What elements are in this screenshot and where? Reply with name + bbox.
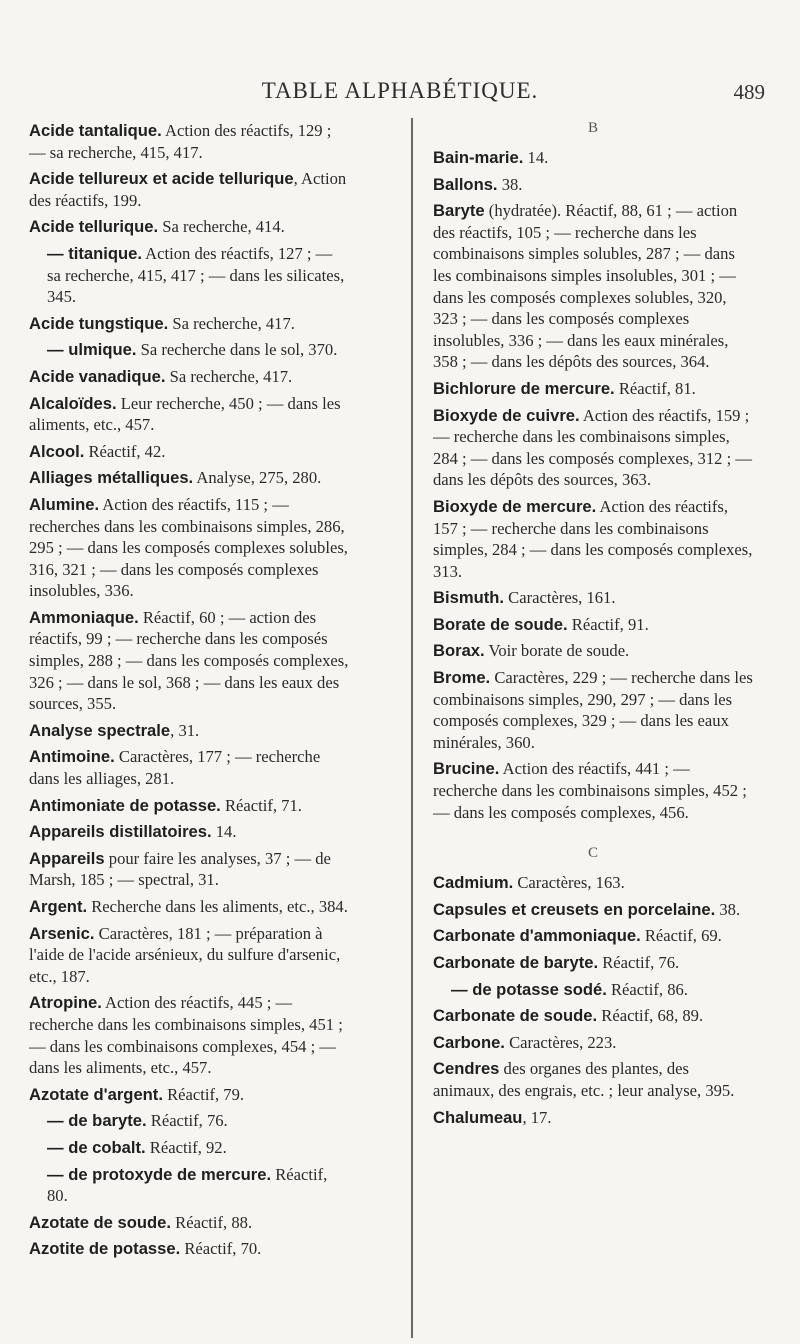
entry-term: Alliages métalliques. <box>29 468 194 488</box>
entry-text: Voir borate de soude. <box>484 641 630 661</box>
index-entry <box>29 923 349 988</box>
entry-text: 38. <box>497 174 523 194</box>
entry-text: , Action des réactifs, 199. <box>29 169 347 210</box>
entry-text: Réactif, 70. <box>180 1239 262 1259</box>
entry-text: Caractères, 161. <box>504 588 616 608</box>
index-entry <box>29 992 349 1078</box>
entry-term: Borate de soude. <box>433 614 568 634</box>
index-entry <box>29 168 349 211</box>
index-entry <box>29 746 349 789</box>
entry-text: Réactif, 42. <box>84 441 166 461</box>
entry-term: Alcaloïdes. <box>29 393 117 413</box>
index-entry <box>29 1238 349 1260</box>
entry-term: Bioxyde de cuivre. <box>433 405 580 425</box>
entry-text: Action des réactifs, 115 ; — recherches dans les combinaisons simples, 286, 295 ; — dans les composés complexes solubles, 316, 321 ; — dans les composés complexes insolubles, 336. <box>29 494 348 601</box>
index-entry <box>29 216 349 238</box>
entry-term: Antimoine. <box>29 747 115 767</box>
entry-term: — de cobalt. <box>47 1137 146 1157</box>
index-entry <box>433 614 753 636</box>
entry-term: Acide tellurique. <box>29 217 159 237</box>
entry-text: Réactif, 81. <box>614 378 696 398</box>
entry-term: Ballons. <box>433 174 498 194</box>
entry-text: Réactif, 88. <box>171 1212 253 1232</box>
entry-text: Réactif, 71. <box>220 795 302 815</box>
index-entry <box>451 979 753 1001</box>
index-entry <box>29 896 349 918</box>
entry-text: Recherche dans les aliments, etc., 384. <box>87 897 348 916</box>
section-c-entries <box>433 872 753 1128</box>
entry-text: pour faire les analyses, 37 ; — de Marsh, 185 ; — spectral, 31. <box>29 848 331 890</box>
entry-term: Cendres <box>433 1059 500 1079</box>
entry-text: Sa recherche dans le sol, 370. <box>136 340 338 360</box>
index-entry <box>433 1005 753 1027</box>
entry-term: Carbonate d'ammoniaque. <box>433 926 641 946</box>
index-entry <box>433 496 753 582</box>
entry-term: Alumine. <box>29 494 100 514</box>
page-header <box>0 78 800 118</box>
entry-text: Réactif, 60 ; — action des réactifs, 99 ; — recherche dans les composés simples, 288 ; — dans les composés complexes, 326 ; — dans le sol, 368 ; — dans les eaux des sources, 355. <box>29 607 349 714</box>
entry-text: Caractères, 223. <box>504 1032 617 1052</box>
entry-term: Argent. <box>29 897 88 916</box>
entry-text: Réactif, 86. <box>606 979 688 999</box>
entry-text: Réactif, 68, 89. <box>597 1006 704 1026</box>
index-entry <box>47 1110 349 1132</box>
entry-term: Appareils <box>29 848 105 868</box>
index-entry <box>29 120 349 163</box>
entry-term: Azotate de soude. <box>29 1212 171 1232</box>
entry-term: Ammoniaque. <box>29 607 139 627</box>
index-entry <box>433 200 753 373</box>
entry-text: Leur recherche, 450 ; — dans les aliments, etc., 457. <box>29 393 341 435</box>
entry-text: , 17. <box>522 1107 552 1127</box>
entry-term: Bain-marie. <box>433 148 524 167</box>
index-entry <box>433 1032 753 1054</box>
entry-text: Réactif, 92. <box>145 1137 227 1157</box>
entry-term: — de protoxyde de mercure. <box>47 1164 272 1184</box>
entry-text: (hydratée). Réactif, 88, 61 ; — action des réactifs, 105 ; — recherche dans les combinaisons simples solubles, 287 ; — dans les combinaisons simples insolubles, 301 ; — dans les composés complexes solubles, 320, 323 ; — dans les composés complexes insolubles, 336 ; — dans les eaux minérales, 358 ; — dans les dépôts des sources, 364. <box>433 201 738 372</box>
page-number: 489 <box>733 80 765 104</box>
index-entry <box>29 313 349 335</box>
index-entry <box>29 366 349 388</box>
index-entry <box>47 243 349 308</box>
entry-term: Appareils distillatoires. <box>29 822 212 842</box>
page-title: TABLE ALPHABÉTIQUE. <box>261 78 539 103</box>
entry-text: Analyse, 275, 280. <box>193 468 322 488</box>
entry-text: Action des réactifs, 441 ; — recherche dans les combinaisons simples, 452 ; — dans les composés complexes, 456. <box>433 759 747 822</box>
entry-term: — titanique. <box>47 243 142 263</box>
entry-text: des organes des plantes, des animaux, des engrais, etc. ; leur analyse, 395. <box>433 1059 735 1100</box>
entry-term: Acide vanadique. <box>29 366 166 386</box>
index-entry <box>433 758 753 823</box>
entry-text: Réactif, 76. <box>598 953 680 972</box>
entry-text: Action des réactifs, 159 ; — recherche dans les combinaisons simples, 284 ; — dans les composés complexes, 312 ; — dans les dépôts des sources, 363. <box>433 405 752 490</box>
entry-text: Réactif, 80. <box>47 1164 328 1206</box>
entry-text: Action des réactifs, 157 ; — recherche dans les combinaisons simples, 284 ; — dans les composés complexes, 313. <box>433 496 753 581</box>
entry-term: Brucine. <box>433 759 500 779</box>
entry-term: Capsules et creusets en porcelaine. <box>433 899 716 919</box>
index-entry <box>433 405 753 491</box>
index-entry <box>433 378 753 400</box>
entry-term: Carbonate de baryte. <box>433 953 599 972</box>
entry-text: Sa recherche, 417. <box>168 313 295 333</box>
entry-text: Réactif, 91. <box>567 614 649 634</box>
index-entry <box>47 1137 349 1159</box>
entry-term: Alcool. <box>29 441 85 461</box>
entry-term: Bichlorure de mercure. <box>433 378 615 398</box>
index-entry <box>433 667 753 753</box>
index-entry <box>29 795 349 817</box>
entry-term: Azotate d'argent. <box>29 1084 163 1104</box>
entry-text: Réactif, 79. <box>162 1084 245 1104</box>
section-b-entries <box>433 147 753 823</box>
left-column <box>29 120 349 1265</box>
entry-term: Carbone. <box>433 1032 505 1052</box>
section-letter-c: C <box>587 845 598 862</box>
entry-text: Sa recherche, 414. <box>158 217 285 237</box>
entry-term: Bioxyde de mercure. <box>433 496 597 516</box>
right-column <box>433 120 753 1133</box>
entry-text: 14. <box>211 822 237 842</box>
entry-term: Borax. <box>433 641 485 661</box>
entry-text: Action des réactifs, 127 ; — sa recherche, 415, 417 ; — dans les silicates, 345. <box>47 243 345 307</box>
entry-term: Baryte <box>433 201 485 221</box>
index-entry <box>433 925 753 947</box>
entry-term: — ulmique. <box>47 340 137 360</box>
entry-text: Sa recherche, 417. <box>165 366 293 386</box>
index-entry <box>47 1164 349 1207</box>
index-entry <box>433 587 753 609</box>
index-entry <box>29 848 349 891</box>
index-entry <box>433 147 753 169</box>
entry-term: — de baryte. <box>47 1111 147 1131</box>
index-entry <box>433 872 753 894</box>
entry-text: Caractères, 181 ; — préparation à l'aide de l'acide arsénieux, du sulfure d'arsenic, etc., 187. <box>29 923 341 986</box>
index-entry <box>29 393 349 436</box>
entry-term: Analyse spectrale <box>29 720 171 740</box>
entry-term: Acide tungstique. <box>29 313 169 333</box>
index-entry <box>29 821 349 843</box>
entry-text: Caractères, 229 ; — recherche dans les combinaisons simples, 290, 297 ; — dans les composés complexes, 329 ; — dans les eaux minérales, 360. <box>433 668 753 752</box>
entry-term: Chalumeau <box>433 1107 523 1127</box>
entry-text: Action des réactifs, 129 ; — sa recherche, 415, 417. <box>29 121 332 162</box>
entry-text: 14. <box>523 148 549 167</box>
entry-text: 38. <box>715 899 741 919</box>
entry-term: Antimoniate de potasse. <box>29 795 221 815</box>
entry-text: Action des réactifs, 445 ; — recherche dans les combinaisons simples, 451 ; — dans les combinaisons complexes, 454 ; — dans les aliments, etc., 457. <box>29 993 343 1078</box>
entry-term: Atropine. <box>29 993 102 1013</box>
entry-term: Bismuth. <box>433 588 504 608</box>
entry-term: Arsenic. <box>29 923 95 943</box>
section-letter-b: B <box>587 120 598 136</box>
entry-term: Carbonate de soude. <box>433 1006 598 1026</box>
index-entry <box>433 899 753 921</box>
index-entry <box>29 441 349 463</box>
index-entry <box>433 640 753 662</box>
entry-term: — de potasse sodé. <box>451 979 607 999</box>
index-entry <box>29 467 349 489</box>
column-divider <box>411 118 413 1338</box>
index-entry <box>29 607 349 715</box>
index-entry <box>433 952 753 974</box>
index-entry <box>433 174 753 196</box>
index-entry <box>29 1212 349 1234</box>
entry-term: Acide tellureux et acide tellurique <box>29 169 294 189</box>
index-entry <box>29 720 349 742</box>
index-entry <box>47 339 349 361</box>
index-entry <box>433 1058 753 1101</box>
entry-text: Caractères, 163. <box>513 873 625 893</box>
index-entry <box>29 494 349 602</box>
entry-text: , 31. <box>170 720 200 740</box>
index-entry <box>29 1084 349 1106</box>
entry-term: Cadmium. <box>433 873 514 893</box>
entry-text: Caractères, 177 ; — recherche dans les alliages, 281. <box>29 747 321 789</box>
entry-term: Azotite de potasse. <box>29 1239 181 1259</box>
entry-term: Acide tantalique. <box>29 121 162 140</box>
entry-text: Réactif, 76. <box>146 1111 228 1131</box>
entry-term: Brome. <box>433 668 491 688</box>
entry-text: Réactif, 69. <box>640 926 722 946</box>
index-entry <box>433 1107 753 1129</box>
